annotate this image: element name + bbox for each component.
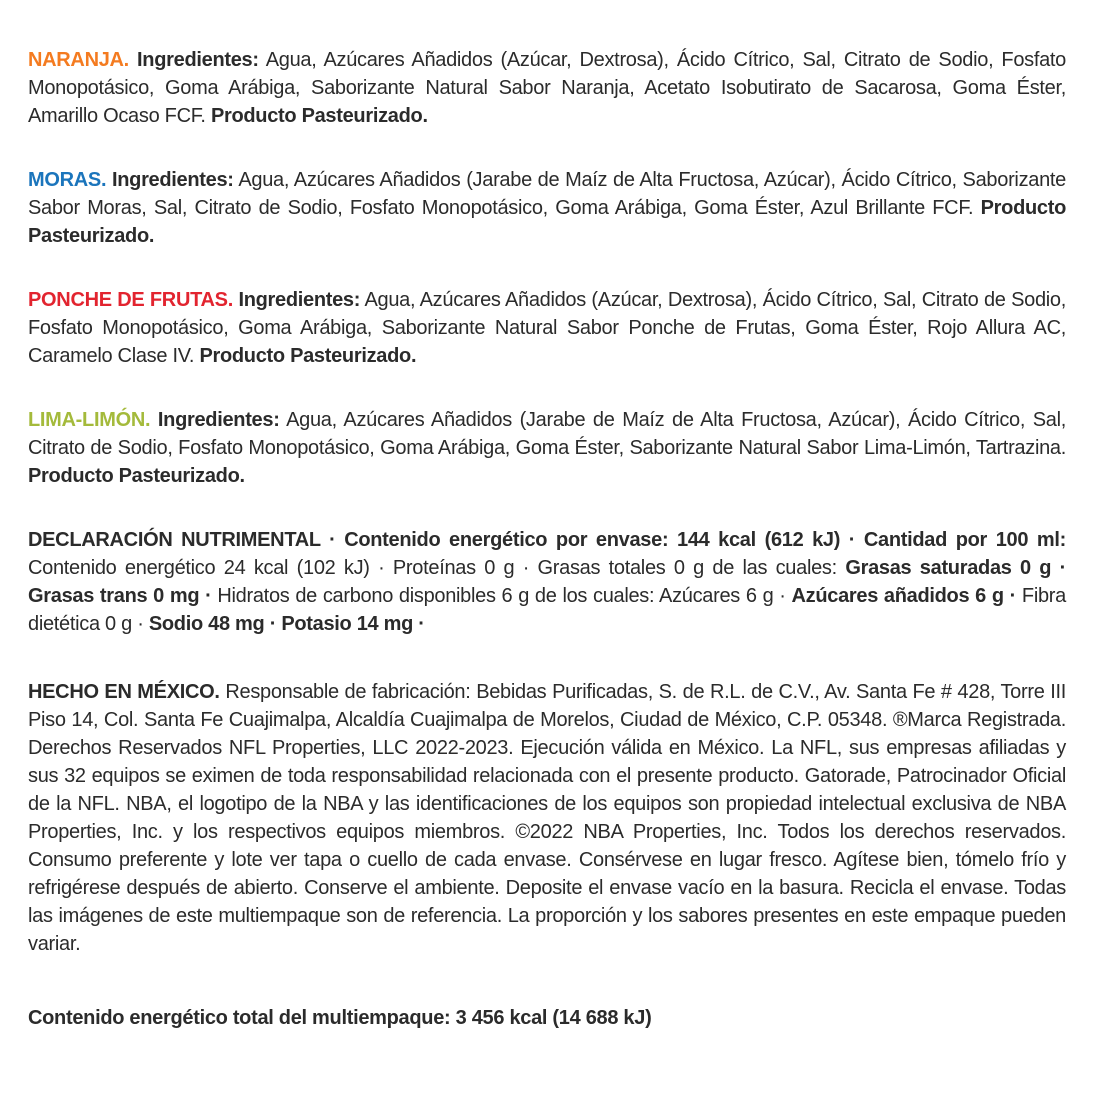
ingredients-text: Agua, Azúcares Añadidos (Azúcar, Dextrosa), Ácido Cítrico, Sal, Citrato de Sodio, Fosfato Monopotásico, Goma Arábiga, Saborizante Natural Sabor Naranja, Acetato Isobutirato de Sacarosa, Goma Éster, Amarillo Ocaso FCF. [28, 49, 1067, 127]
ingredients-label: Ingredientes: [238, 289, 361, 311]
ingredients-text: Agua, Azúcares Añadidos (Jarabe de Maíz de Alta Fructosa, Azúcar), Ácido Cítrico, Saborizante Sabor Moras, Sal, Citrato de Sodio, Fosfato Monopotásico, Goma Arábiga, Goma Éster, Azul Brillante FCF. [28, 169, 1066, 219]
ingredients-text: Agua, Azúcares Añadidos (Azúcar, Dextrosa), Ácido Cítrico, Sal, Citrato de Sodio, Fosfato Monopotásico, Goma Arábiga, Saborizante Natural Sabor Ponche de Frutas, Goma Éster, Rojo Allura AC, Caramelo Clase IV. [28, 289, 1066, 367]
fiber-value: Fibra dietética 0 g · [28, 585, 1066, 635]
saturated-trans-fat-values: Grasas saturadas 0 g · Grasas trans 0 mg · [28, 557, 1066, 607]
flavor-paragraph-moras [28, 166, 1066, 250]
added-sugars-value: Azúcares añadidos 6 g · [791, 585, 1017, 607]
flavor-paragraph-ponche-de-frutas [28, 286, 1066, 370]
pasteurized-note: Producto Pasteurizado. [28, 197, 1066, 247]
total-energy-line: Contenido energético total del multiempaque: 3 456 kcal (14 688 kJ) [28, 1007, 652, 1029]
pasteurized-note: Producto Pasteurizado. [28, 465, 245, 487]
flavor-heading-moras: MORAS. [28, 169, 107, 191]
ingredients-text: Agua, Azúcares Añadidos (Jarabe de Maíz de Alta Fructosa, Azúcar), Ácido Cítrico, Sal, Citrato de Sodio, Fosfato Monopotásico, Goma Arábiga, Goma Éster, Saborizante Natural Sabor Lima-Limón, Tartrazina. [28, 409, 1067, 459]
flavor-heading-ponche-de-frutas: PONCHE DE FRUTAS. [28, 289, 233, 311]
flavor-heading-naranja: NARANJA. [28, 49, 129, 71]
flavor-paragraph-lima-limon [28, 406, 1066, 490]
pasteurized-note: Producto Pasteurizado. [210, 105, 428, 127]
ingredients-label: Ingredientes: [137, 49, 259, 71]
hecho-en-mexico-heading: HECHO EN MÉXICO. [28, 681, 220, 703]
carbohydrates-values: Hidratos de carbono disponibles 6 g de los cuales: Azúcares 6 g · [217, 585, 786, 607]
ingredients-label: Ingredientes: [157, 409, 280, 431]
flavor-heading-lima-limon: LIMA-LIMÓN. [28, 409, 151, 431]
ingredients-label: Ingredientes: [111, 169, 234, 191]
nutrition-declaration-paragraph [28, 526, 1066, 638]
flavor-paragraph-naranja [28, 46, 1066, 130]
pasteurized-note: Producto Pasteurizado. [199, 345, 417, 367]
sodium-potassium-values: Sodio 48 mg · Potasio 14 mg · [148, 613, 425, 635]
legal-manufacturer-paragraph [28, 678, 1066, 958]
legal-manufacturer-text: Responsable de fabricación: Bebidas Purificadas, S. de R.L. de C.V., Av. Santa Fe # 428, Torre III Piso 14, Col. Santa Fe Cuajimalpa, Alcaldía Cuajimalpa de Morelos, Ciudad de México, C.P. 05348. ®Marca Registrada. Derechos Reservados NFL Properties, LLC 2022-2023. Ejecución válida en México. La NFL, sus empresas afiliadas y sus 32 equipos se eximen de toda responsabilidad relacionada con el presente producto. Gatorade, Patrocinador Oficial de la NFL. NBA, el logotipo de la NBA y las identificaciones de los equipos son propiedad intelectual exclusiva de NBA Properties, Inc. y los respectivos equipos miembros. ©2022 NBA Properties, Inc. Todos los derechos reservados. Consumo preferente y lote ver tapa o cuello de cada envase. Consérvese en lugar fresco. Agítese bien, tómelo frío y refrigérese después de abierto. Conserve el ambiente. Deposite el envase vacío en la basura. Recicla el envase. Todas las imágenes de este multiempaque son de referencia. La proporción y los sabores presentes en este empaque pueden variar. [28, 681, 1067, 955]
nutrition-declaration-heading: DECLARACIÓN NUTRIMENTAL · Contenido energético por envase: 144 kcal (612 kJ) · Cantidad por 100 ml: [28, 529, 1066, 551]
nutrition-declaration-text: Contenido energético 24 kcal (102 kJ) · Proteínas 0 g · Grasas totales 0 g de las cuales: [28, 557, 837, 579]
